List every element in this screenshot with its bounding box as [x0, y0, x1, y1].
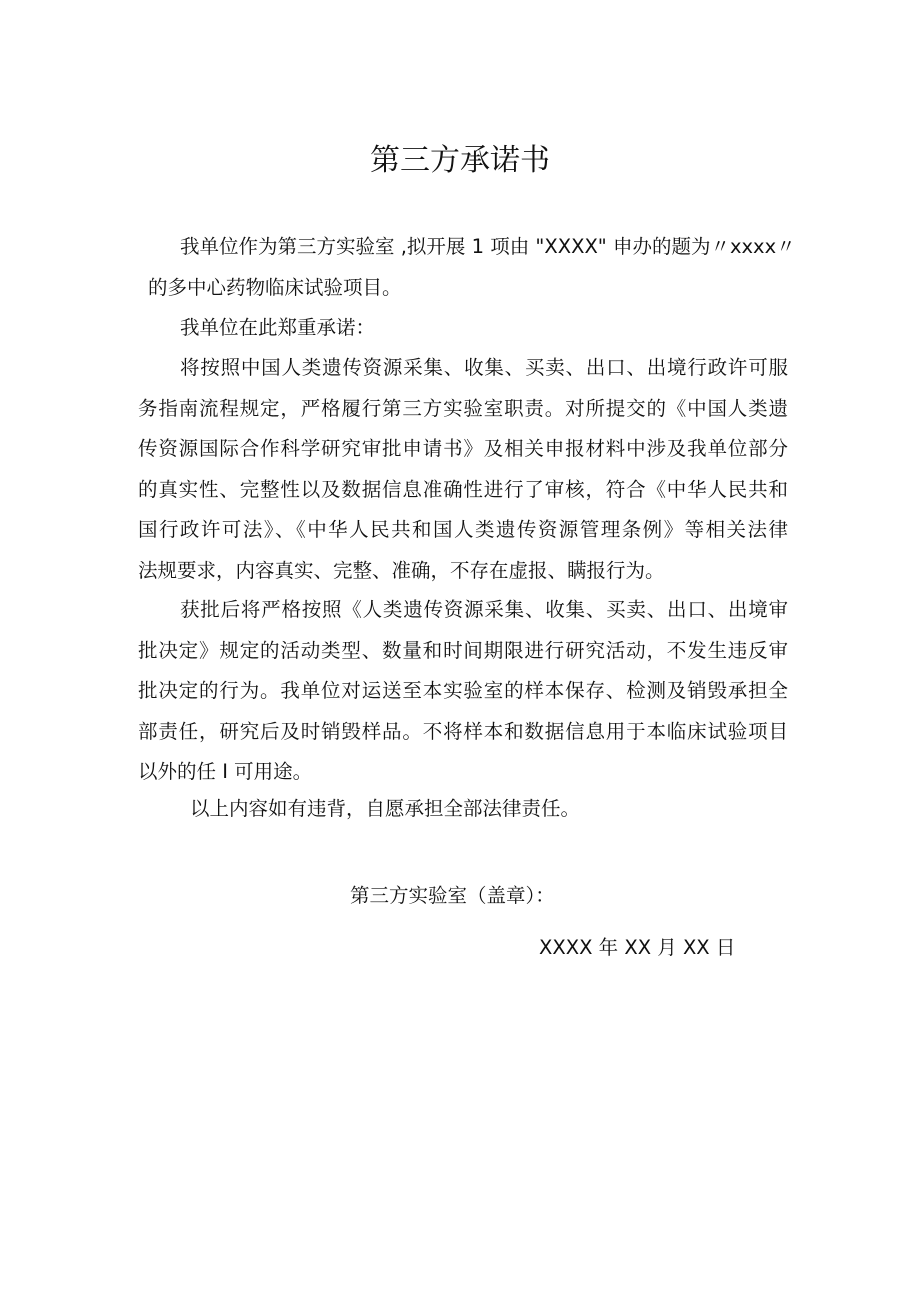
paragraph-obligations-line-2: 批决定》规定的活动类型、数量和时间期限进行研究活动，不发生违反审	[138, 638, 788, 662]
paragraph-compliance-line-1: 将按照中国人类遗传资源采集、收集、买卖、出口、出境行政许可服	[180, 356, 788, 379]
paragraph-compliance-line-4: 的真实性、完整性以及数据信息准确性进行了审核，符合《中华人民共和	[138, 477, 788, 501]
signature-label: 第三方实验室（盖章）：	[350, 884, 555, 907]
paragraph-obligations-line-3: 批决定的行为。我单位对运送至本实验室的样本保存、检测及销毁承担全	[138, 679, 788, 702]
paragraph-obligations-line-4: 部责任，研究后及时销毁样品。不将样本和数据信息用于本临床试验项目	[138, 719, 788, 743]
paragraph-pledge-heading	[138, 308, 788, 349]
paragraph-obligations-line-1: 获批后将严格按照《人类遗传资源采集、收集、买卖、出口、出境审	[180, 598, 788, 621]
page-title: 第三方承诺书	[370, 143, 550, 178]
paragraph-intro	[138, 227, 796, 308]
paragraph-obligations	[138, 590, 788, 793]
paragraph-intro-line-1: 我单位作为第三方实验室 ,拟开展 1 项由 "XXXX" 申办的题为〃xxxx〃	[180, 235, 796, 258]
paragraph-intro-line-2: 的多中心药物临床试验项目。	[148, 275, 402, 299]
paragraph-compliance-line-3: 传资源国际合作科学研究审批申请书》及相关申报材料中涉及我单位部分	[138, 437, 788, 460]
paragraph-compliance-line-2: 务指南流程规定，严格履行第三方实验室职责。对所提交的《中国人类遗	[138, 396, 788, 420]
paragraph-liability-text: 以上内容如有违背，自愿承担全部法律责任。	[190, 797, 581, 820]
paragraph-obligations-line-5: 以外的任 I 可用途。	[138, 760, 313, 783]
paragraph-compliance-line-6: 法规要求，内容真实、完整、准确，不存在虚报、瞒报行为。	[138, 558, 665, 582]
paragraph-compliance	[138, 348, 788, 591]
paragraph-pledge-heading-text: 我单位在此郑重承诺：	[180, 316, 376, 339]
paragraph-liability	[138, 789, 788, 830]
paragraph-compliance-line-5: 国行政许可法》、《中华人民共和国人类遗传资源管理条例》等相关法律	[138, 518, 788, 541]
date-line: XXXX 年 XX 月 XX 日	[539, 936, 736, 959]
